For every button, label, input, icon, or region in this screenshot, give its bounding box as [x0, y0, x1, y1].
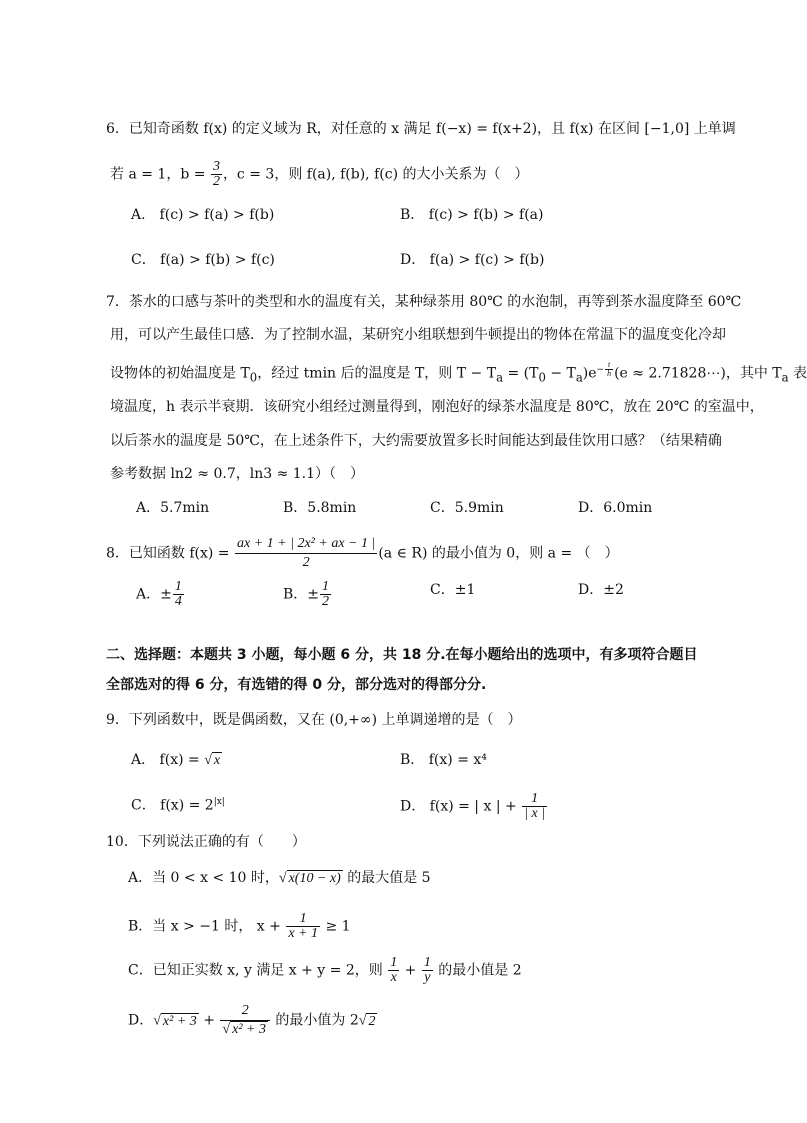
q8-function-fraction [235, 535, 377, 572]
q7-line3-part-b: ，经过 tmin 后的温度是 T，则 T − T [257, 365, 497, 382]
option-fraction [173, 580, 184, 609]
fraction-denominator: h [607, 369, 612, 378]
q7-line3-part-f: (e ≈ 2.71828⋯)，其中 T [614, 365, 782, 382]
fraction-numerator: 1 [522, 792, 547, 807]
q6-b-fraction [211, 160, 222, 189]
subscript-a: a [781, 370, 789, 385]
q10-option-c[interactable] [128, 956, 522, 985]
option-prefix: A． f(x) = [131, 752, 205, 768]
q7-line3-part-g: 表 [788, 365, 807, 382]
option-prefix: D． [128, 1012, 154, 1029]
q10-option-d[interactable] [128, 1002, 377, 1039]
q7-line2: 用，可以产生最佳口感．为了控制水温，某研究小组联想到牛顿提出的物体在常温下的温度变化冷却 [110, 327, 726, 343]
subscript-a: a [496, 370, 504, 385]
option-suffix: 的最大值是 5 [342, 870, 431, 886]
sqrt-radicand: x [213, 753, 221, 768]
fraction-numerator: 1 [286, 912, 320, 927]
option-prefix: C．已知正实数 x, y 满足 x + y = 2，则 [128, 962, 388, 979]
fraction-numerator: 1 [174, 579, 182, 594]
q7-line3: 设物体的初始温度是 $T_0$，经过 tmin 后的温度是 T，则 $T - T_a = (T_0 - T_a)e^{- \frac{t}{h}}$ (e ≈ 2.71828⋯)，其中 $T_a$ 表 [110, 360, 807, 385]
q7-line6: 参考数据 ln2 ≈ 0.7，ln3 ≈ 1.1）（ ） [110, 466, 365, 482]
plus-sign: + [198, 1012, 220, 1029]
plus-sign: + [400, 962, 421, 979]
option-fraction-2 [422, 956, 433, 985]
fraction-numerator: 3 [212, 159, 220, 174]
q9-option-d[interactable] [400, 792, 548, 821]
option-prefix: D． f(x) = | x | + [400, 798, 522, 815]
option-fraction [320, 580, 331, 609]
option-prefix: C． f(x) = 2 [131, 797, 214, 814]
q9-option-c[interactable] [131, 792, 225, 816]
fraction-denominator: 2 [302, 555, 310, 570]
q10-option-b[interactable] [128, 912, 351, 941]
q6-line2 [110, 160, 528, 189]
fraction-numerator: t [605, 361, 613, 370]
q9-option-b[interactable]: B． f(x) = x⁴ [400, 752, 487, 768]
section2-heading-line2: 全部选对的得 6 分，有选错的得 0 分，部分选对的得部分分. [106, 677, 487, 693]
q8-option-b[interactable] [283, 580, 332, 609]
fraction-denominator: x + 1 [288, 926, 319, 941]
q7-line5: 以后茶水的温度是 50℃，在上述条件下，大约需要放置多长时间能达到最佳饮用口感？（结果精确 [110, 433, 722, 449]
q8-line1-end: (a ∈ R) 的最小值为 0，则 a = （ ） [378, 545, 619, 562]
q6-option-b[interactable]: B． f(c) > f(b) > f(a) [400, 207, 544, 223]
q6-option-c[interactable]: C． f(a) > f(b) > f(c) [131, 252, 275, 268]
q6-line2-end: ，c = 3，则 f(a), f(b), f(c) 的大小关系为（ ） [222, 166, 529, 183]
option-fraction [220, 1002, 270, 1039]
fraction-denominator: 4 [174, 594, 182, 609]
option-prefix: A．± [136, 586, 172, 603]
fraction-numerator: ax + 1 + | 2x² + ax − 1 | [235, 535, 377, 554]
option-prefix: A．当 0 < x < 10 时， [128, 870, 279, 886]
q7-line1: 7．茶水的口感与茶叶的类型和水的温度有关，某种绿茶用 80℃ 的水泡制，再等到茶水温度降至 60℃ [106, 294, 742, 310]
q8-line1 [106, 535, 619, 572]
q7-option-c[interactable]: C．5.9min [430, 500, 504, 516]
q8-option-c[interactable]: C．±1 [430, 582, 476, 598]
fraction-denominator: | x | [524, 806, 546, 821]
exponent-fraction [605, 361, 613, 378]
section2-heading-line1: 二、选择题：本题共 3 小题，每小题 6 分，共 18 分.在每小题给出的选项中，有多项符合题目 [106, 647, 698, 663]
option-fraction-1 [388, 956, 399, 985]
q7-option-d[interactable]: D．6.0min [578, 500, 653, 516]
fraction-numerator: 1 [322, 579, 330, 594]
fraction-denominator: 2 [212, 174, 220, 189]
subscript-zero: 0 [249, 370, 258, 385]
fraction-numerator: 1 [390, 955, 398, 970]
sqrt-radicand: 2 [368, 1013, 376, 1029]
q6-option-d[interactable]: D． f(a) > f(c) > f(b) [400, 252, 545, 268]
fraction-denominator: x [390, 970, 397, 985]
q7-line3-part-e: )e [582, 365, 597, 382]
q7-line3-part-d: − T [545, 365, 576, 382]
q8-option-d[interactable]: D．±2 [578, 582, 624, 598]
q7-option-b[interactable]: B．5.8min [283, 500, 357, 516]
q7-line4: 境温度，h 表示半衰期．该研究小组经过测量得到，刚泡好的绿茶水温度是 80℃，放在 20℃ 的室温中， [110, 399, 764, 415]
fraction-numerator: 1 [423, 955, 431, 970]
q7-line3-part-a: 设物体的初始温度是 T [110, 365, 250, 382]
q10-line1: 10．下列说法正确的有（ ） [106, 834, 306, 850]
fraction-numerator: 2 [220, 1002, 270, 1021]
sqrt-radicand: x² + 3 [232, 1022, 266, 1037]
sqrt-expression: √ 2 [358, 1013, 376, 1029]
q8-line1-start: 8．已知函数 f(x) = [106, 545, 234, 562]
option-suffix: 的最小值是 2 [433, 962, 522, 979]
q6-line1: 6．已知奇函数 f(x) 的定义域为 R，对任意的 x 满足 f(−x) = f(x+2)，且 f(x) 在区间 [−1,0] 上单调 [106, 121, 736, 137]
q8-option-a[interactable] [136, 580, 185, 609]
q6-line2-start: 若 a = 1，b = [110, 166, 210, 183]
exponent: |x| [213, 797, 225, 807]
q6-option-a[interactable]: A． f(c) > f(a) > f(b) [131, 207, 275, 223]
subscript-a: a [575, 370, 583, 385]
q9-option-a[interactable] [131, 750, 222, 771]
option-prefix: B．± [283, 586, 320, 603]
option-suffix: ≥ 1 [321, 918, 351, 935]
q7-line3-part-c: = (T [503, 365, 539, 382]
fraction-denominator: y [424, 970, 431, 985]
q7-option-a[interactable]: A．5.7min [136, 500, 210, 516]
option-fraction [522, 792, 547, 821]
subscript-zero: 0 [538, 370, 546, 385]
q9-line1: 9．下列函数中，既是偶函数，又在 (0,+∞) 上单调递增的是（ ） [106, 712, 522, 728]
sqrt-radicand: x² + 3 [162, 1013, 197, 1029]
fraction-denominator: 2 [322, 594, 330, 609]
sqrt-expression: √ x² + 3 [153, 1013, 197, 1029]
option-fraction [286, 912, 320, 941]
sqrt-radicand: x(10 − x) [288, 871, 341, 886]
sqrt-expression: √ x(10 − x) [278, 871, 341, 886]
sqrt-expression: √ x [204, 753, 221, 768]
option-suffix: 的最小值为 2 [270, 1012, 359, 1029]
q10-option-a[interactable] [128, 868, 431, 889]
fraction-denominator: √ x² + 3 [222, 1022, 266, 1037]
option-prefix: B．当 x > −1 时， x + [128, 918, 286, 935]
